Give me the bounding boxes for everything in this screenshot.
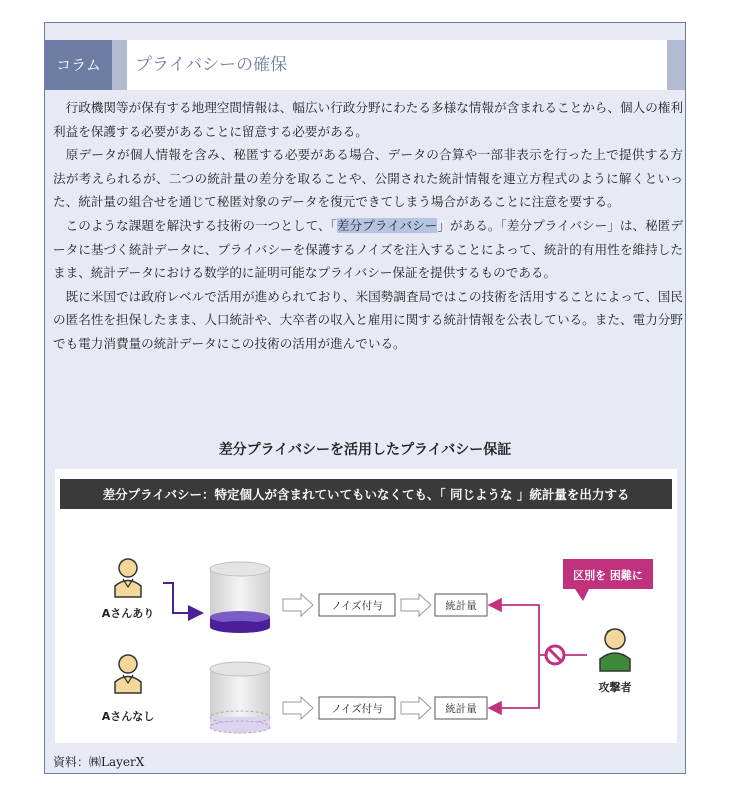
stat-label-1: 統計量 xyxy=(445,600,477,612)
header-divider xyxy=(112,40,127,90)
callout-bubble xyxy=(563,559,653,601)
callout-text: 区別を 困難に xyxy=(573,569,643,582)
figure-title: 差分プライバシーを活用したプライバシー保証 xyxy=(218,442,512,458)
blocked-icon xyxy=(546,646,564,664)
person-a-with-label: Aさんあり xyxy=(101,607,155,620)
banner xyxy=(60,479,672,509)
noise-label-2: ノイズ付与 xyxy=(331,703,383,715)
header-end-block xyxy=(667,40,685,90)
paragraph-1: 行政機関等が保有する地理空間情報は、幅広い行政分野にわたる多様な情報が含まれることから、個人の権利利益を保護する必要があることに留意する必要がある。 xyxy=(53,100,683,139)
person-a-icon xyxy=(115,559,141,597)
highlighted-term: 差分プライバシー xyxy=(336,217,438,233)
column-title: プライバシーの確保 xyxy=(127,40,667,90)
paragraph-2: 原データが個人情報を含み、秘匿する必要がある場合、データの合算や一部非表示を行った上で提供する方法が考えられるが、二つの統計量の差分を取ることや、公開された統計情報を連立方程式のように解くといった、統計量の組合せを通じて秘匿対象のデータを復元できてしまう場合があることに注意を要する。 xyxy=(53,147,683,210)
database-cylinder-without-a xyxy=(210,662,270,733)
column-body xyxy=(53,96,683,356)
column-box xyxy=(44,22,686,774)
banner-text: 差分プライバシー：特定個人が含まれていてもいなくても、「 同じような 」統計量を出力する xyxy=(102,487,630,502)
database-cylinder-with-a xyxy=(210,562,270,633)
paragraph-3-end: 」がある。「差分プライバシー」は、秘匿データに基づく統計データに、プライバシーを保護するノイズを注入することによって、統計的有用性を維持したまま、統計データにおける数学的に証明可能なプライバシー保証を提供するものである。 xyxy=(53,217,683,281)
column-header xyxy=(45,40,685,90)
attacker-icon xyxy=(600,629,630,671)
paragraph-4: 既に米国では政府レベルで活用が進められており、米国勢調査局ではこの技術を活用することによって、国民の匿名性を担保したまま、人口統計や、大卒者の収入と雇用に関する統計情報を公表している。また、電力分野でも電力消費量の統計データにこの技術の活用が進んでいる。 xyxy=(53,288,683,351)
column-tag: コラム xyxy=(45,40,112,90)
stat-label-2: 統計量 xyxy=(445,703,477,715)
attacker-label: 攻撃者 xyxy=(598,681,632,694)
paragraph-3-start: このような課題を解決する技術の一つとして、「 xyxy=(65,217,337,233)
noise-label-1: ノイズ付与 xyxy=(331,600,383,612)
figure-diagram xyxy=(55,469,677,743)
person-a-without-label: Aさんなし xyxy=(101,710,155,723)
paragraph-3 xyxy=(53,214,683,285)
person-a-absent-icon xyxy=(115,655,141,693)
source-note: 資料：㈱LayerX xyxy=(53,755,145,769)
